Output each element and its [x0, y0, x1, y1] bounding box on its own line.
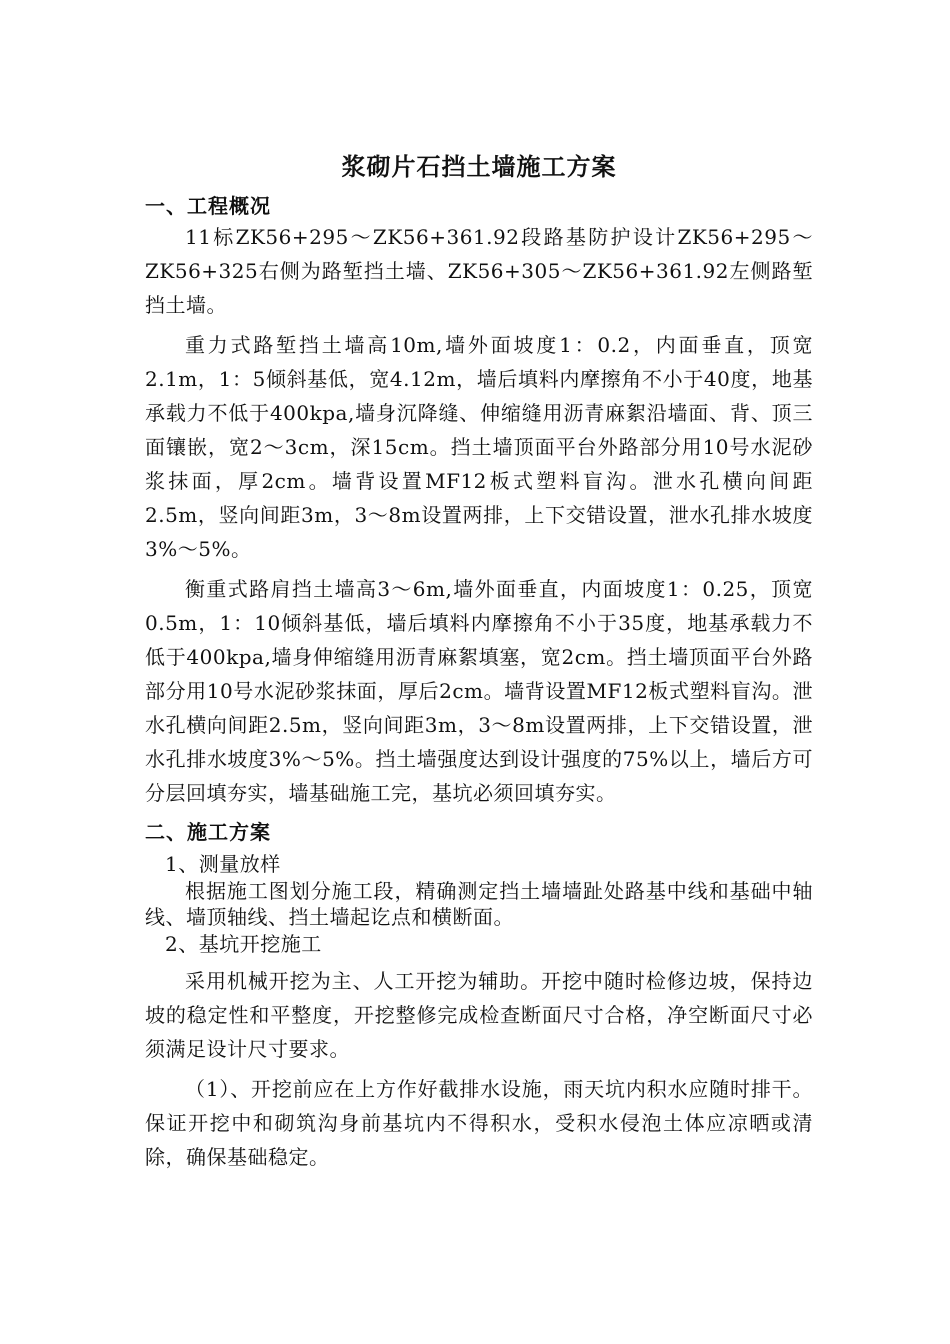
excavation-paragraph-2: （1）、开挖前应在上方作好截排水设施，雨天坑内积水应随时排干。保证开挖中和砌筑沟身前基坑内不得积水，受积水侵泡土体应凉晒或清除，确保基础稳定。 [145, 1077, 813, 1169]
overview-paragraph-2: 重力式路堑挡土墙高10m,墙外面坡度1：0.2，内面垂直，顶宽2.1m，1：5倾斜基低，宽4.12m，墙后填料内摩擦角不小于40度，地基承载力不低于400kpa,墙身沉降缝、伸缩缝用沥青麻絮沿墙面、背、顶三面镶嵌，宽2～3cm，深15cm。挡土墙顶面平台外路部分用10号水泥砂浆抹面，厚2cm。墙背设置MF12板式塑料盲沟。泄水孔横向间距2.5m，竖向间距3m，3～8m设置两排，上下交错设置，泄水孔排水坡度3%～5%。 [145, 333, 813, 561]
excavation-paragraph-1: 采用机械开挖为主、人工开挖为辅助。开挖中随时检修边坡，保持边坡的稳定性和平整度，开挖整修完成检查断面尺寸合格，净空断面尺寸必须满足设计尺寸要求。 [145, 969, 813, 1061]
overview-paragraph-3: 衡重式路肩挡土墙高3～6m,墙外面垂直，内面坡度1：0.25，顶宽0.5m，1：10倾斜基低，墙后填料内摩擦角不小于35度，地基承载力不低于400kpa,墙身伸缩缝用沥青麻絮填塞，宽2cm。挡土墙顶面平台外路部分用10号水泥砂浆抹面，厚后2cm。墙背设置MF12板式塑料盲沟。泄水孔横向间距2.5m，竖向间距3m，3～8m设置两排，上下交错设置，泄水孔排水坡度3%～5%。挡土墙强度达到设计强度的75%以上，墙后方可分层回填夯实，墙基础施工完，基坑必须回填夯实。 [145, 577, 813, 805]
subheading-survey: 1、测量放样 [165, 852, 281, 876]
overview-paragraph-1: 11标ZK56+295～ZK56+361.92段路基防护设计ZK56+295～ZK56+325右侧为路堑挡土墙、ZK56+305～ZK56+361.92左侧路堑挡土墙。 [145, 225, 813, 317]
subheading-excavation: 2、基坑开挖施工 [165, 932, 322, 956]
survey-paragraph: 根据施工图划分施工段，精确测定挡土墙墙趾处路基中线和基础中轴线、墙顶轴线、挡土墙起讫点和横断面。 [145, 879, 813, 929]
section-heading-overview: 一、工程概况 [145, 194, 271, 218]
document-page [145, 150, 813, 1174]
section-heading-plan: 二、施工方案 [145, 820, 271, 844]
document-title: 浆砌片石挡土墙施工方案 [341, 152, 617, 181]
